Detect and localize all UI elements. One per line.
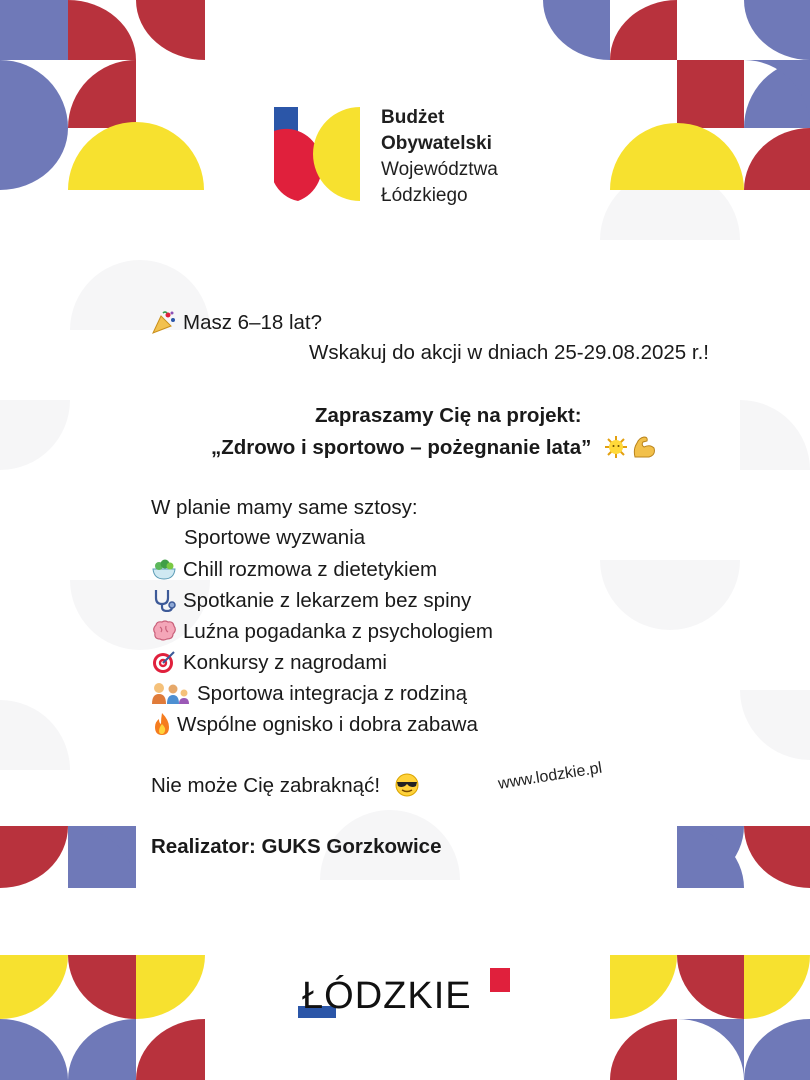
footer-logo-text: ŁÓDZKIE bbox=[302, 975, 472, 1017]
flexed-biceps-icon bbox=[631, 435, 657, 459]
intro-dates: Wskakuj do akcji w dniach 25-29.08.2025 r.! bbox=[309, 341, 709, 364]
target-icon bbox=[151, 650, 177, 674]
plan-item-text: Sportowe wyzwania bbox=[184, 526, 366, 549]
budzet-obywatelski-logo-icon bbox=[274, 107, 360, 201]
intro-question: Masz 6–18 lat? bbox=[183, 311, 323, 334]
plan-item-text: Konkursy z nagrodami bbox=[183, 651, 387, 674]
brand-name bbox=[381, 105, 498, 209]
plan-item-text: Wspólne ognisko i dobra zabawa bbox=[177, 713, 478, 736]
plan-item-text: Luźna pogadanka z psychologiem bbox=[183, 620, 493, 643]
plan-item-dietitian bbox=[151, 557, 437, 582]
invite-project-title-line bbox=[211, 435, 663, 460]
brand-line-3: Województwa bbox=[381, 159, 498, 180]
closing-line bbox=[151, 773, 426, 798]
lodzkie-logo bbox=[298, 964, 514, 1020]
plan-item-family bbox=[151, 681, 467, 706]
brand-line-1: Budżet bbox=[381, 107, 445, 128]
closing-text: Nie może Cię zabraknąć! bbox=[151, 774, 381, 797]
plan-item-text: Chill rozmowa z dietetykiem bbox=[183, 558, 438, 581]
plan-item-contests bbox=[151, 650, 387, 675]
stethoscope-icon bbox=[151, 588, 177, 612]
family-icon bbox=[151, 681, 191, 705]
plan-item-text: Sportowa integracja z rodziną bbox=[197, 682, 468, 705]
website-link[interactable]: www.lodzkie.pl bbox=[497, 759, 604, 793]
salad-icon bbox=[151, 557, 177, 581]
intro-question-line bbox=[151, 310, 322, 335]
sunglasses-face-icon bbox=[394, 773, 420, 797]
brand-line-2: Obywatelski bbox=[381, 133, 492, 154]
invite-project-title: „Zdrowo i sportowo – pożegnanie lata” bbox=[211, 436, 592, 459]
sun-icon bbox=[603, 435, 629, 459]
plan-item-sport-challenges bbox=[184, 526, 365, 550]
plan-item-psychologist bbox=[151, 619, 493, 644]
party-popper-icon bbox=[151, 310, 177, 334]
plan-item-text: Spotkanie z lekarzem bez spiny bbox=[183, 589, 472, 612]
organizer: Realizator: GUKS Gorzkowice bbox=[151, 835, 442, 858]
brain-icon bbox=[151, 619, 177, 643]
plan-item-bonfire bbox=[151, 712, 478, 737]
plan-item-doctor bbox=[151, 588, 471, 613]
invite-line-1: Zapraszamy Cię na projekt: bbox=[315, 404, 582, 427]
plan-heading: W planie mamy same sztosy: bbox=[151, 496, 418, 519]
brand-line-4: Łódzkiego bbox=[381, 185, 468, 206]
fire-icon bbox=[151, 712, 173, 736]
